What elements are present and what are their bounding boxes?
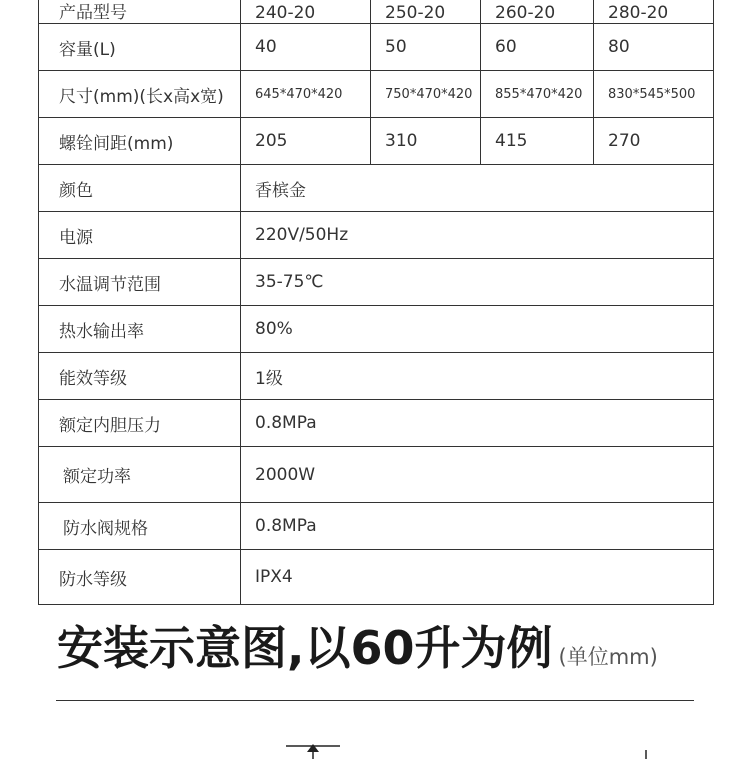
spec-value-cell: 270 xyxy=(594,118,714,165)
spec-value: IPX4 xyxy=(241,550,714,605)
section-divider xyxy=(56,700,694,701)
spec-value: 1级 xyxy=(241,353,714,400)
spec-value-cell: 240-20 xyxy=(241,0,371,24)
spec-row xyxy=(39,71,714,118)
spec-label: 颜色 xyxy=(39,165,241,212)
spec-row xyxy=(39,503,714,550)
arrow-up-icon xyxy=(307,744,319,752)
spec-value-cell: 830*545*500 xyxy=(594,71,714,118)
spec-row xyxy=(39,165,714,212)
spec-value-cell: 280-20 xyxy=(594,0,714,24)
spec-row xyxy=(39,0,714,24)
spec-row xyxy=(39,306,714,353)
spec-value: 0.8MPa xyxy=(241,400,714,447)
spec-value-cell: 645*470*420 xyxy=(241,71,371,118)
spec-value: 220V/50Hz xyxy=(241,212,714,259)
spec-label: 热水输出率 xyxy=(39,306,241,353)
spec-row xyxy=(39,212,714,259)
spec-value-cell: 260-20 xyxy=(481,0,594,24)
spec-value-cell: 40 xyxy=(241,24,371,71)
spec-value-cell: 250-20 xyxy=(371,0,481,24)
spec-value: 2000W xyxy=(241,447,714,503)
spec-label: 能效等级 xyxy=(39,353,241,400)
spec-value: 香槟金 xyxy=(241,165,714,212)
spec-label: 产品型号 xyxy=(39,0,241,24)
spec-value: 0.8MPa xyxy=(241,503,714,550)
spec-row xyxy=(39,353,714,400)
spec-value-cell: 60 xyxy=(481,24,594,71)
spec-value-cell: 80 xyxy=(594,24,714,71)
spec-label: 容量(L) xyxy=(39,24,241,71)
spec-table xyxy=(38,0,714,605)
install-diagram-heading xyxy=(57,612,658,676)
spec-value-cell: 855*470*420 xyxy=(481,71,594,118)
spec-label: 额定内胆压力 xyxy=(39,400,241,447)
spec-row xyxy=(39,400,714,447)
spec-row xyxy=(39,24,714,71)
spec-label: 额定功率 xyxy=(39,447,241,503)
spec-value-cell: 50 xyxy=(371,24,481,71)
install-diagram-title: 安装示意图,以60升为例 xyxy=(57,621,553,675)
spec-value-cell: 415 xyxy=(481,118,594,165)
spec-label: 尺寸(mm)(长x高x宽) xyxy=(39,71,241,118)
spec-value-cell: 750*470*420 xyxy=(371,71,481,118)
spec-value: 35-75℃ xyxy=(241,259,714,306)
spec-row xyxy=(39,118,714,165)
spec-value-cell: 310 xyxy=(371,118,481,165)
spec-row xyxy=(39,447,714,503)
install-diagram-partial xyxy=(0,730,750,759)
spec-label: 防水等级 xyxy=(39,550,241,605)
unit-note: (单位mm) xyxy=(558,645,658,669)
spec-value-cell: 205 xyxy=(241,118,371,165)
spec-label: 防水阀规格 xyxy=(39,503,241,550)
spec-value: 80% xyxy=(241,306,714,353)
spec-row xyxy=(39,550,714,605)
spec-row xyxy=(39,259,714,306)
spec-label: 螺铨间距(mm) xyxy=(39,118,241,165)
spec-label: 水温调节范围 xyxy=(39,259,241,306)
spec-label: 电源 xyxy=(39,212,241,259)
